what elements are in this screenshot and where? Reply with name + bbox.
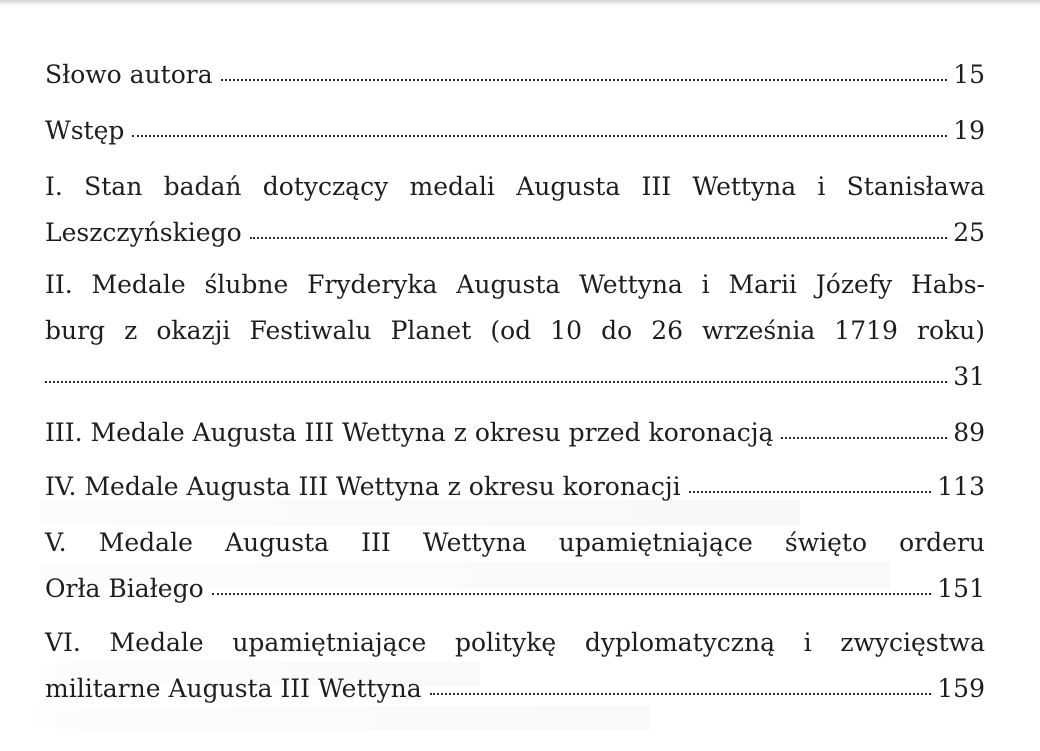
toc-entry-title: Wstęp (45, 116, 125, 145)
toc-entry-chapter-3 (45, 410, 985, 456)
toc-entry-chapter-6 (45, 620, 985, 712)
dot-leader (45, 381, 947, 383)
toc-entry-title-line: Leszczyńskiego (45, 218, 242, 247)
toc-page-number: 31 (953, 362, 985, 391)
dot-leader (430, 693, 932, 695)
toc-entry-wstep (45, 108, 985, 154)
toc-entry-chapter-1 (45, 164, 985, 256)
toc-entry-title-line: militarne Augusta III Wettyna (45, 674, 422, 703)
toc-entry-title-line: I. Stan badań dotyczący medali Augusta III Wettyna i Stanisława (45, 172, 985, 201)
toc-page-number: 113 (937, 472, 985, 501)
toc-entry-chapter-5 (45, 520, 985, 612)
dot-leader (212, 593, 932, 595)
dot-leader (221, 79, 948, 81)
toc-entry-chapter-2 (45, 262, 985, 400)
dot-leader (781, 437, 947, 439)
toc-entry-title-line: Orła Białego (45, 574, 204, 603)
toc-entry-slowo-autora (45, 52, 985, 98)
toc-entry-title: IV. Medale Augusta III Wettyna z okresu koronacji (45, 472, 681, 501)
toc-entry-chapter-4 (45, 464, 985, 510)
toc-page-number: 89 (953, 418, 985, 447)
toc-entry-title-line: II. Medale ślubne Fryderyka Augusta Wettyna i Marii Józefy Habs- (45, 270, 985, 299)
page-top-edge (0, 0, 1040, 6)
toc-page-number: 25 (953, 218, 985, 247)
toc-page-number: 19 (953, 116, 985, 145)
dot-leader (689, 491, 932, 493)
toc-entry-title: Słowo autora (45, 60, 213, 89)
toc-page-number: 15 (953, 60, 985, 89)
toc-page-number: 159 (937, 674, 985, 703)
toc-page-number: 151 (937, 574, 985, 603)
toc-entry-title-line: V. Medale Augusta III Wettyna upamiętniające święto orderu (45, 528, 985, 557)
toc-entry-title-line: VI. Medale upamiętniające politykę dyplomatyczną i zwycięstwa (45, 628, 985, 657)
dot-leader (132, 135, 947, 137)
toc-entry-title-line: burg z okazji Festiwalu Planet (od 10 do 26 września 1719 roku) (45, 316, 985, 345)
dot-leader (250, 237, 948, 239)
toc-entry-title: III. Medale Augusta III Wettyna z okresu przed koronacją (45, 418, 774, 447)
